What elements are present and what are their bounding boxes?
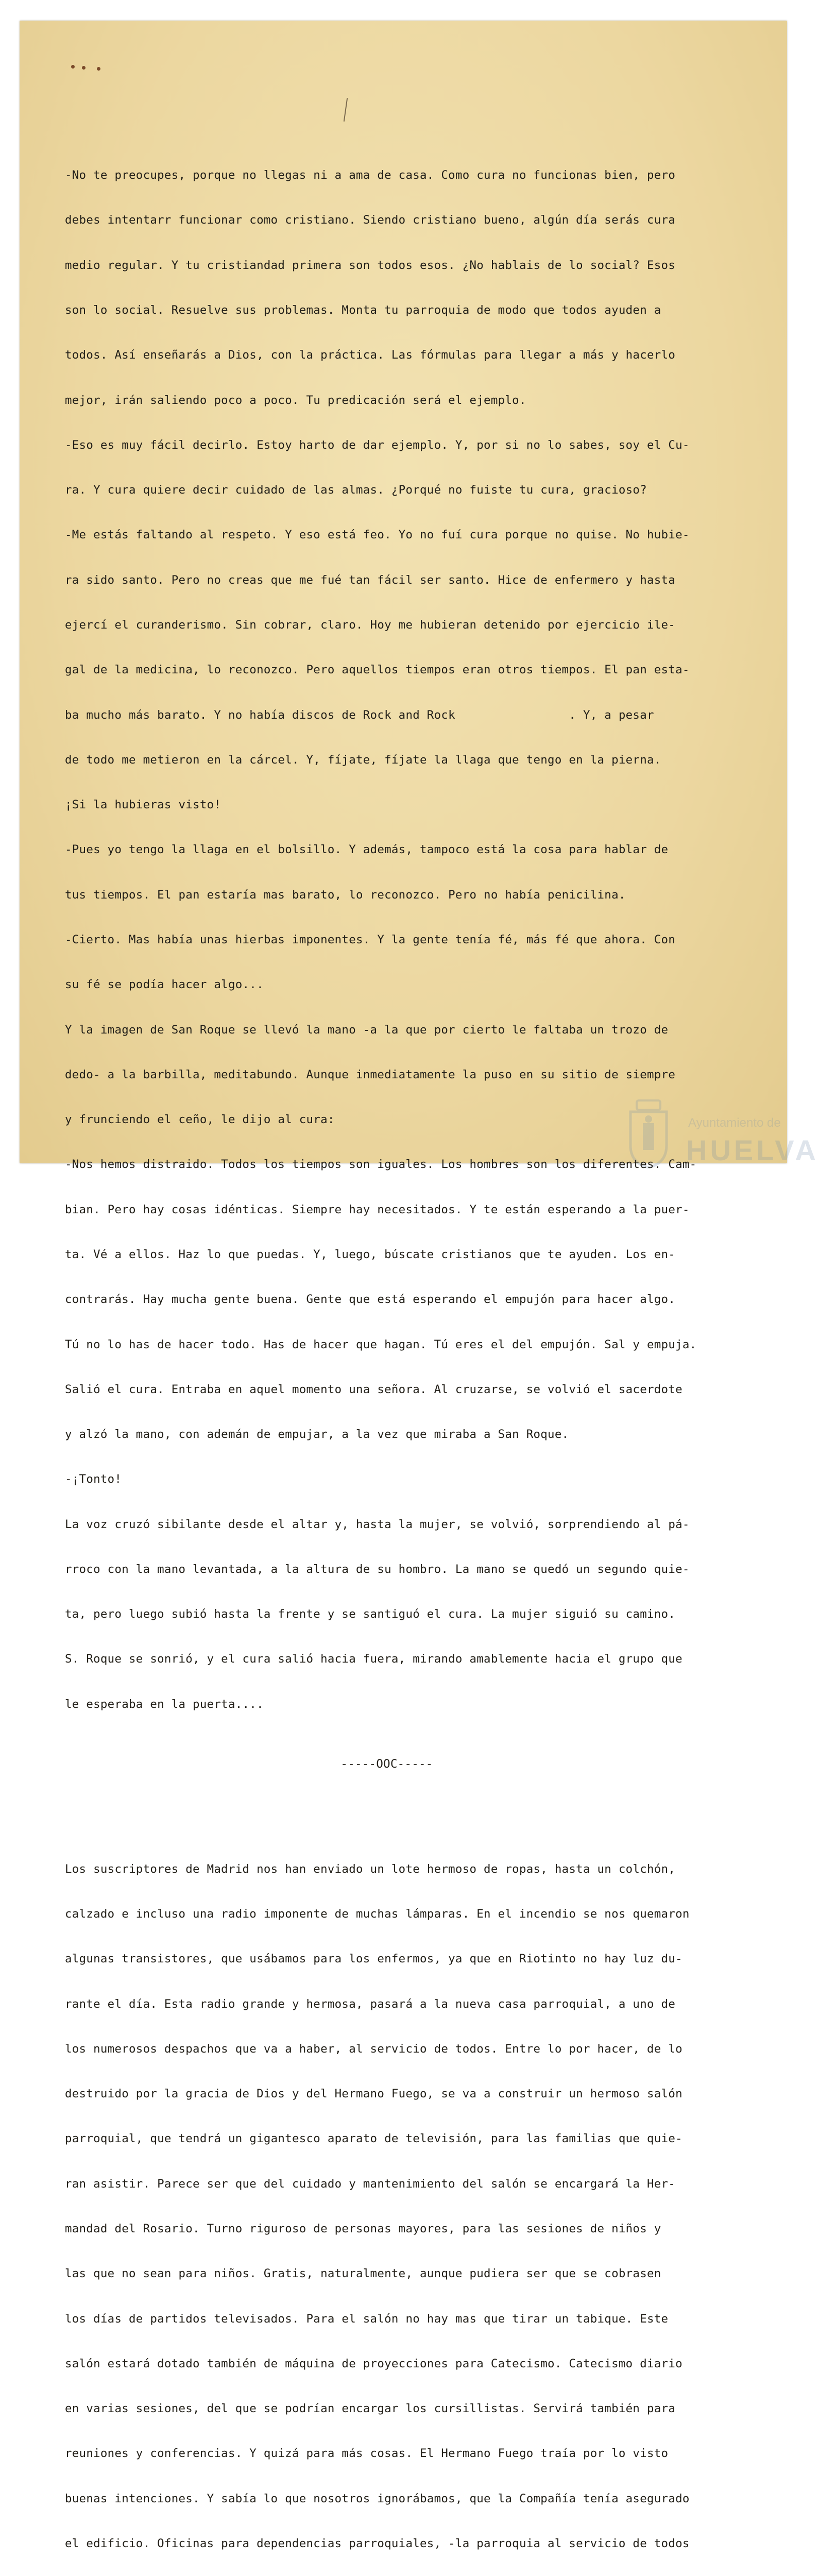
- punch-hole-mark: [97, 67, 100, 71]
- text-line: los numerosos despachos que va a haber, al servicio de todos. Entre lo por hacer, de lo: [65, 2042, 682, 2056]
- text-line: los días de partidos televisados. Para el salón no hay mas que tirar un tabique. Este: [65, 2312, 669, 2326]
- text-line: ejercí el curanderismo. Sin cobrar, claro. Hoy me hubieran detenido por ejercicio ile-: [65, 618, 676, 632]
- text-line: y alzó la mano, con ademán de empujar, a la vez que miraba a San Roque.: [65, 1428, 569, 1442]
- text-line: ran asistir. Parece ser que del cuidado y mantenimiento del salón se encargará la Her-: [65, 2177, 676, 2191]
- text-line: Y la imagen de San Roque se llevó la mano -a la que por cierto le faltaba un trozo de: [65, 1023, 669, 1037]
- text-line: calzado e incluso una radio imponente de muchas lámparas. En el incendio se nos quemaron: [65, 1907, 690, 1921]
- text-line: ¡Si la hubieras visto!: [65, 798, 221, 812]
- text-line: Los suscriptores de Madrid nos han enviado un lote hermoso de ropas, hasta un colchón,: [65, 1862, 676, 1876]
- text-line: bian. Pero hay cosas idénticas. Siempre hay necesitados. Y te están esperando a la puer-: [65, 1202, 690, 1216]
- blank-line: [65, 1802, 735, 1817]
- text-line: algunas transistores, que usábamos para los enfermos, ya que en Riotinto no hay luz du-: [65, 1952, 682, 1966]
- text-line: contrarás. Hay mucha gente buena. Gente que está esperando el empujón para hacer algo.: [65, 1293, 676, 1307]
- text-line: salón estará dotado también de máquina de proyecciones para Catecismo. Catecismo diario: [65, 2357, 682, 2370]
- text-line: ra sido santo. Pero no creas que me fué tan fácil ser santo. Hice de enfermero y hasta: [65, 573, 676, 587]
- text-line: -Cierto. Mas había unas hierbas imponentes. Y la gente tenía fé, más fé que ahora. Con: [65, 933, 676, 946]
- typed-text: [65, 138, 735, 2576]
- text-line: -No te preocupes, porque no llegas ni a ama de casa. Como cura no funcionas bien, pero: [65, 168, 676, 182]
- text-line: -¡Tonto!: [65, 1472, 122, 1486]
- watermark-line1: Ayuntamiento de: [688, 1116, 781, 1130]
- text-line: su fé se podía hacer algo...: [65, 978, 264, 992]
- text-line: medio regular. Y tu cristiandad primera son todos esos. ¿No hablais de lo social? Esos: [65, 258, 676, 272]
- text-line: de todo me metieron en la cárcel. Y, fíjate, fíjate la llaga que tengo en la pierna.: [65, 753, 661, 767]
- text-line: mandad del Rosario. Turno riguroso de personas mayores, para las sesiones de niños y: [65, 2222, 661, 2235]
- text-line: parroquial, que tendrá un gigantesco aparato de televisión, para las familias que quie-: [65, 2132, 682, 2146]
- text-line: ba mucho más barato. Y no había discos de Rock and Rock . Y, a pesar: [65, 708, 654, 722]
- text-line: destruido por la gracia de Dios y del Hermano Fuego, se va a construir un hermoso salón: [65, 2087, 682, 2101]
- text-line: ra. Y cura quiere decir cuidado de las almas. ¿Porqué no fuiste tu cura, gracioso?: [65, 483, 647, 497]
- text-line: las que no sean para niños. Gratis, naturalmente, aunque pudiera ser que se cobrasen: [65, 2267, 661, 2281]
- watermark-line2: HUELVA: [686, 1134, 819, 1166]
- text-line: dedo- a la barbilla, meditabundo. Aunque inmediatamente la puso en su sitio de siempre: [65, 1067, 676, 1081]
- text-line: son lo social. Resuelve sus problemas. Monta tu parroquia de modo que todos ayuden a: [65, 303, 661, 317]
- text-line: todos. Así enseñarás a Dios, con la práctica. Las fórmulas para llegar a más y hacerlo: [65, 348, 676, 362]
- text-line: Tú no lo has de hacer todo. Has de hacer que hagan. Tú eres el del empujón. Sal y empuja.: [65, 1337, 697, 1351]
- text-line: -Eso es muy fácil decirlo. Estoy harto de dar ejemplo. Y, por si no lo sabes, soy el Cu-: [65, 438, 690, 452]
- text-line: S. Roque se sonrió, y el cura salió hacia fuera, mirando amablemente hacia el grupo que: [65, 1652, 682, 1666]
- text-line: buenas intenciones. Y sabía lo que nosotros ignorábamos, que la Compañía tenía asegurado: [65, 2492, 690, 2505]
- text-line: gal de la medicina, lo reconozco. Pero aquellos tiempos eran otros tiempos. El pan esta-: [65, 663, 690, 677]
- pen-mark: [344, 98, 348, 122]
- text-line: -Pues yo tengo la llaga en el bolsillo. Y además, tampoco está la cosa para hablar de: [65, 843, 669, 857]
- text-line: -Nos hemos distraido. Todos los tiempos son iguales. Los hombres son los diferentes. Cam-: [65, 1158, 697, 1172]
- text-line: le esperaba en la puerta....: [65, 1697, 264, 1711]
- text-line: y frunciendo el ceño, le dijo al cura:: [65, 1113, 335, 1127]
- text-line: mejor, irán saliendo poco a poco. Tu predicación será el ejemplo.: [65, 393, 526, 407]
- text-line: en varias sesiones, del que se podrían encargar los cursillistas. Servirá también para: [65, 2402, 676, 2416]
- text-line: ta, pero luego subió hasta la frente y se santiguó el cura. La mujer siguió su camino.: [65, 1607, 676, 1621]
- text-line: el edificio. Oficinas para dependencias parroquiales, -la parroquia al servicio de todos: [65, 2536, 690, 2550]
- text-line: Salió el cura. Entraba en aquel momento una señora. Al cruzarse, se volvió el sacerdote: [65, 1382, 682, 1396]
- text-line: tus tiempos. El pan estaría mas barato, lo reconozco. Pero no había penicilina.: [65, 888, 626, 902]
- text-line: rante el día. Esta radio grande y hermosa, pasará a la nueva casa parroquial, a uno de: [65, 1997, 676, 2011]
- punch-hole-mark: [71, 65, 75, 69]
- text-line: -Me estás faltando al respeto. Y eso está feo. Yo no fuí cura porque no quise. No hubie-: [65, 528, 690, 542]
- text-line: reuniones y conferencias. Y quizá para más cosas. El Hermano Fuego traía por lo visto: [65, 2447, 669, 2461]
- text-line: debes intentarr funcionar como cristiano. Siendo cristiano bueno, algún día serás cura: [65, 213, 676, 227]
- punch-hole-mark: [82, 66, 86, 70]
- text-line: La voz cruzó sibilante desde el altar y, hasta la mujer, se volvió, sorprendiendo al pá-: [65, 1517, 690, 1531]
- text-line: rroco con la mano levantada, a la altura de su hombro. La mano se quedó un segundo quie-: [65, 1562, 690, 1576]
- text-line: ta. Vé a ellos. Haz lo que puedas. Y, luego, búscate cristianos que te ayuden. Los en-: [65, 1247, 676, 1261]
- section-separator: -----OOC-----: [340, 1757, 433, 1771]
